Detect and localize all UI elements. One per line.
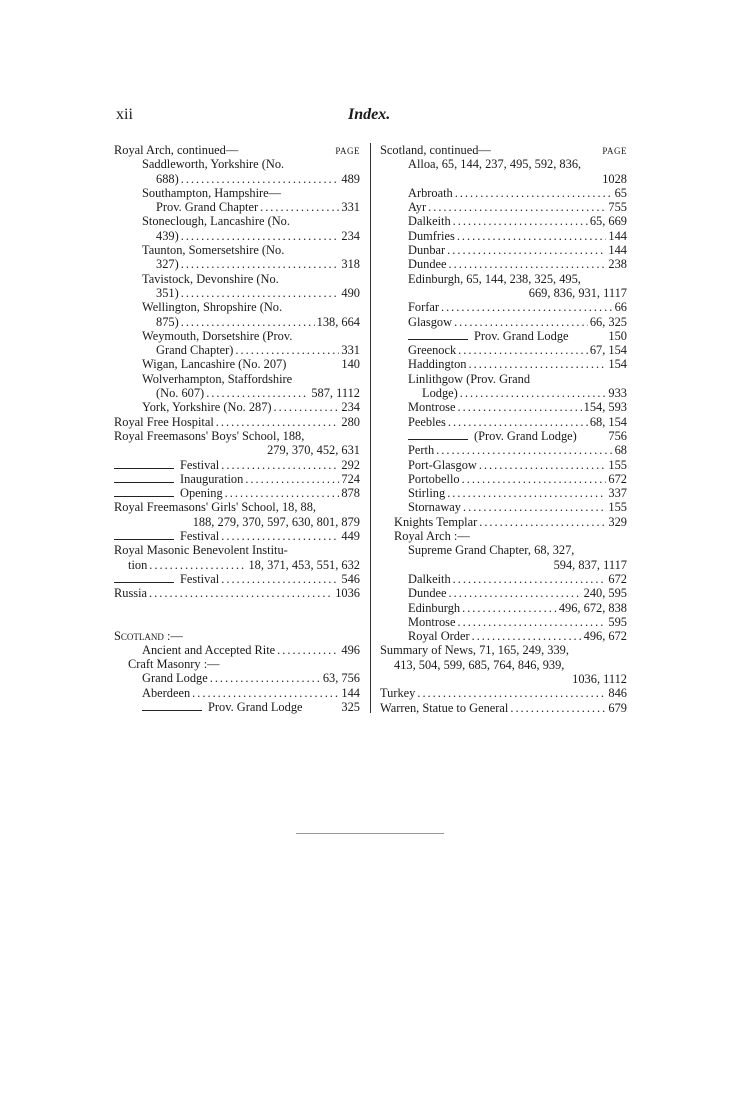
- page-reference: 63, 756: [322, 671, 360, 686]
- leader-dots: [448, 415, 588, 429]
- entry-text: Wolverhampton, Staffordshire: [142, 371, 293, 386]
- index-entry: [380, 272, 627, 286]
- right-index-column: [380, 143, 627, 715]
- page-reference: 65: [614, 185, 627, 200]
- entry-text: Stirling: [408, 486, 446, 501]
- index-entry: [114, 229, 360, 243]
- index-entry: [380, 229, 627, 243]
- page-reference: 68: [614, 443, 627, 458]
- leader-dots: [455, 186, 613, 200]
- entry-text: Greenock: [408, 343, 457, 358]
- index-entry: [114, 429, 360, 443]
- leader-dots: [181, 172, 340, 186]
- leader-dots: [181, 286, 340, 300]
- entry-text: York, Yorkshire (No. 287): [142, 400, 272, 415]
- index-continuation: 188, 279, 370, 597, 630, 801, 879: [192, 514, 360, 529]
- leader-dots: [181, 257, 340, 271]
- index-entry: [380, 500, 627, 514]
- page-number: xii: [116, 106, 133, 123]
- page-reference: 155: [608, 500, 627, 515]
- index-entry: [114, 172, 360, 186]
- entry-text: Alloa, 65, 144, 237, 495, 592, 836,: [408, 157, 582, 172]
- entry-text: Wigan, Lancashire (No. 207): [142, 357, 287, 372]
- entry-text: Edinburgh, 65, 144, 238, 325, 495,: [408, 271, 581, 286]
- entry-text: Montrose: [408, 614, 456, 629]
- page-reference: 144: [608, 228, 627, 243]
- index-entry: [380, 214, 627, 228]
- page-reference: 496, 672, 838: [558, 600, 627, 615]
- page-reference: 240, 595: [583, 586, 627, 601]
- entry-text: Dundee: [408, 257, 447, 272]
- leader-dots: [417, 686, 606, 700]
- index-entry: [114, 257, 360, 271]
- entry-text: Peebles: [408, 414, 446, 429]
- ditto-dash: [408, 339, 468, 340]
- entry-text: Forfar: [408, 300, 439, 315]
- leader-dots: [206, 386, 309, 400]
- entry-text: Opening: [180, 486, 223, 501]
- leader-dots: [181, 315, 315, 329]
- entry-text: Glasgow: [408, 314, 453, 329]
- entry-text: Edinburgh: [408, 600, 461, 615]
- page-reference: 234: [341, 400, 360, 415]
- index-entry: [114, 529, 360, 543]
- index-entry: [380, 357, 627, 371]
- index-entry: [380, 643, 627, 657]
- index-entry: [114, 357, 360, 371]
- entry-text: Aberdeen: [142, 685, 191, 700]
- page-reference: 138, 664: [316, 314, 360, 329]
- entry-text: Royal Free Hospital: [114, 414, 214, 429]
- page-reference: 238: [608, 257, 627, 272]
- page-reference: 234: [341, 228, 360, 243]
- entry-text: Grand Lodge: [142, 671, 208, 686]
- entry-text: Ancient and Accepted Rite: [142, 642, 276, 657]
- entry-text: Portobello: [408, 471, 460, 486]
- leader-dots: [449, 257, 607, 271]
- right-page-label: PAGE: [602, 146, 627, 156]
- entry-text: (Prov. Grand Lodge): [474, 428, 577, 443]
- leader-dots: [245, 472, 339, 486]
- page-reference: 587, 1112: [311, 386, 360, 401]
- index-entry: [114, 657, 360, 671]
- page-reference: 595: [608, 614, 627, 629]
- page-reference: 546: [341, 571, 360, 586]
- page-reference: 292: [341, 457, 360, 472]
- leader-dots: [274, 400, 340, 414]
- entry-text: 413, 504, 599, 685, 764, 846, 939,: [394, 657, 565, 672]
- leader-dots: [510, 701, 606, 715]
- entry-text: Dalkeith: [408, 214, 451, 229]
- entry-text: Weymouth, Dorsetshire (Prov.: [142, 328, 293, 343]
- left-heading-text: Royal Arch, continued—: [114, 143, 239, 157]
- entry-text: Dunbar: [408, 243, 446, 258]
- index-entry: [380, 443, 627, 457]
- leader-dots: [462, 601, 557, 615]
- leader-dots: [458, 615, 607, 629]
- entry-text: Prov. Grand Lodge: [474, 328, 569, 343]
- index-entry: [380, 572, 627, 586]
- ditto-dash: [114, 582, 174, 583]
- leader-dots: [260, 200, 339, 214]
- index-entry: [114, 329, 360, 343]
- leader-dots: [447, 486, 606, 500]
- index-entry: [380, 686, 627, 700]
- index-entry: [114, 400, 360, 414]
- entry-text: Ayr: [408, 200, 427, 215]
- left-index-column: [114, 143, 360, 714]
- leader-dots: [472, 629, 582, 643]
- page-reference: 66, 325: [589, 314, 627, 329]
- index-entry: [114, 272, 360, 286]
- leader-dots: [457, 229, 607, 243]
- page-reference: 489: [341, 171, 360, 186]
- entry-text: Prov. Grand Chapter: [156, 200, 259, 215]
- page-reference: 331: [341, 343, 360, 358]
- ditto-dash: [114, 468, 174, 469]
- entry-text: Montrose: [408, 400, 456, 415]
- index-continuation: 1036, 1112: [572, 671, 627, 686]
- index-entry: [380, 486, 627, 500]
- entry-text: 875): [156, 314, 179, 329]
- entry-text: Dundee: [408, 586, 447, 601]
- index-entry: [114, 243, 360, 257]
- index-entry: [114, 686, 360, 700]
- entry-text: Wellington, Shropshire (No.: [142, 300, 283, 315]
- index-entry: [114, 186, 360, 200]
- index-entry: [114, 671, 360, 685]
- index-entry: [380, 343, 627, 357]
- entry-text: Perth: [408, 443, 435, 458]
- entry-text: tion: [128, 557, 148, 572]
- index-entry: [114, 300, 360, 314]
- page-reference: 449: [341, 529, 360, 544]
- entry-text: Stornaway: [408, 500, 461, 515]
- index-entry: [380, 243, 627, 257]
- index-entry: [380, 472, 627, 486]
- index-entry: [114, 572, 360, 586]
- page-reference: 318: [341, 257, 360, 272]
- page-reference: 756: [608, 428, 627, 443]
- index-entry: [114, 543, 360, 557]
- leader-dots: [469, 357, 607, 371]
- index-entry: [114, 458, 360, 472]
- right-heading-text: Scotland, continued—: [380, 143, 491, 157]
- entry-text: Haddington: [408, 357, 467, 372]
- index-entry: [380, 315, 627, 329]
- page-reference: 65, 669: [589, 214, 627, 229]
- index-entry: [380, 701, 627, 715]
- entry-text: Port-Glasgow: [408, 457, 477, 472]
- page-reference: 329: [608, 514, 627, 529]
- leader-dots: [458, 343, 588, 357]
- index-entry: [114, 586, 360, 600]
- left-entries: [114, 157, 360, 714]
- leader-dots: [436, 443, 612, 457]
- leader-dots: [460, 386, 607, 400]
- entry-text: Supreme Grand Chapter, 68, 327,: [408, 543, 575, 558]
- index-entry: [380, 458, 627, 472]
- entry-text: 351): [156, 285, 179, 300]
- page-reference: 337: [608, 486, 627, 501]
- index-entry: [380, 372, 627, 386]
- entry-text: 327): [156, 257, 179, 272]
- index-entry: [380, 157, 627, 171]
- leader-dots: [221, 572, 339, 586]
- page-title: Index.: [348, 106, 391, 123]
- leader-dots: [149, 586, 333, 600]
- index-entry: [114, 700, 360, 714]
- leader-dots: [277, 643, 339, 657]
- leader-dots: [221, 458, 339, 472]
- page-reference: 672: [608, 571, 627, 586]
- index-continuation: 669, 836, 931, 1117: [528, 285, 627, 300]
- entry-text: Stoneclough, Lancashire (No.: [142, 214, 290, 229]
- leader-dots: [479, 515, 606, 529]
- index-entry: [114, 486, 360, 500]
- page-reference: 490: [341, 285, 360, 300]
- right-entries: [380, 157, 627, 715]
- page-reference: 496: [341, 642, 360, 657]
- index-entry: [114, 200, 360, 214]
- leader-dots: [225, 486, 340, 500]
- entry-text: Southampton, Hampshire—: [142, 185, 282, 200]
- leader-dots: [449, 586, 582, 600]
- index-entry: [114, 343, 360, 357]
- entry-text: Russia: [114, 586, 148, 601]
- entry-text: Inauguration: [180, 471, 244, 486]
- page-reference: 679: [608, 700, 627, 715]
- index-entry: [114, 157, 360, 171]
- leader-dots: [235, 343, 339, 357]
- index-entry: [114, 472, 360, 486]
- index-entry: [380, 257, 627, 271]
- ditto-dash: [114, 496, 174, 497]
- entry-text: Royal Order: [408, 629, 470, 644]
- entry-text: Royal Freemasons' Girls' School, 18, 88,: [114, 500, 317, 515]
- index-entry: [380, 386, 627, 400]
- leader-dots: [192, 686, 339, 700]
- left-column-heading: [114, 143, 360, 157]
- leader-dots: [453, 214, 588, 228]
- ditto-dash: [114, 482, 174, 483]
- index-entry: [380, 601, 627, 615]
- page-reference: 1036: [335, 586, 360, 601]
- entry-text: Craft Masonry :—: [128, 657, 220, 672]
- page-reference: 150: [608, 328, 627, 343]
- entry-text: Dumfries: [408, 228, 455, 243]
- page-reference: 280: [341, 414, 360, 429]
- leader-dots: [216, 415, 340, 429]
- index-entry: [114, 372, 360, 386]
- page-reference: 672: [608, 471, 627, 486]
- index-entry: [380, 515, 627, 529]
- index-entry: [114, 415, 360, 429]
- index-entry: [380, 300, 627, 314]
- entry-text: Knights Templar: [394, 514, 478, 529]
- page-reference: 878: [341, 486, 360, 501]
- page-reference: 66: [614, 300, 627, 315]
- entry-text: Linlithgow (Prov. Grand: [408, 371, 531, 386]
- entry-text: Summary of News, 71, 165, 249, 339,: [380, 643, 569, 658]
- page-reference: 155: [608, 457, 627, 472]
- index-entry: [380, 329, 627, 343]
- index-entry: [114, 214, 360, 228]
- page-reference: 140: [341, 357, 360, 372]
- leader-dots: [149, 558, 246, 572]
- left-page-label: PAGE: [335, 146, 360, 156]
- ditto-dash: [114, 539, 174, 540]
- leader-dots: [441, 300, 613, 314]
- leader-dots: [181, 229, 340, 243]
- entry-text: Festival: [180, 571, 220, 586]
- page-reference: 331: [341, 200, 360, 215]
- entry-text: Royal Masonic Benevolent Institu-: [114, 543, 288, 558]
- index-entry: [380, 400, 627, 414]
- index-continuation: 279, 370, 452, 631: [267, 443, 360, 458]
- page-reference: 154, 593: [583, 400, 627, 415]
- entry-text: Turkey: [380, 686, 416, 701]
- entry-text: Lodge): [422, 386, 458, 401]
- leader-dots: [479, 458, 607, 472]
- index-entry: [380, 615, 627, 629]
- index-entry: [114, 629, 360, 643]
- index-entry: [114, 315, 360, 329]
- index-entry: [114, 286, 360, 300]
- entry-text: Grand Chapter): [156, 343, 234, 358]
- entry-text: Arbroath: [408, 185, 453, 200]
- index-entry: [380, 200, 627, 214]
- index-continuation: 1028: [602, 171, 627, 186]
- index-entry: [380, 543, 627, 557]
- index-continuation: 594, 837, 1117: [553, 557, 627, 572]
- ditto-dash: [142, 710, 202, 711]
- entry-text: (No. 607): [156, 386, 205, 401]
- leader-dots: [221, 529, 339, 543]
- leader-dots: [447, 243, 606, 257]
- footer-rule: [296, 833, 444, 834]
- index-entry: [380, 415, 627, 429]
- entry-text: Royal Arch :—: [394, 529, 470, 544]
- index-entry: [380, 186, 627, 200]
- entry-text: Warren, Statue to General: [380, 700, 509, 715]
- page-reference: 496, 672: [583, 629, 627, 644]
- column-divider: [370, 143, 371, 713]
- ditto-dash: [408, 439, 468, 440]
- page-reference: 846: [608, 686, 627, 701]
- index-entry: [380, 658, 627, 672]
- entry-text: Scotland :—: [114, 628, 183, 643]
- page-reference: 724: [341, 471, 360, 486]
- index-entry: [380, 586, 627, 600]
- entry-text: Royal Freemasons' Boys' School, 188,: [114, 428, 305, 443]
- leader-dots: [463, 500, 606, 514]
- page-reference: 67, 154: [589, 343, 627, 358]
- entry-text: Prov. Grand Lodge: [208, 699, 303, 714]
- leader-dots: [458, 400, 582, 414]
- entry-text: Tavistock, Devonshire (No.: [142, 271, 279, 286]
- leader-dots: [462, 472, 607, 486]
- index-entry: [380, 429, 627, 443]
- right-column-heading: [380, 143, 627, 157]
- page-reference: 755: [608, 200, 627, 215]
- blank-space: [114, 601, 360, 629]
- entry-text: Dalkeith: [408, 571, 451, 586]
- entry-text: Taunton, Somersetshire (No.: [142, 243, 285, 258]
- index-entry: [380, 629, 627, 643]
- entry-text: 688): [156, 171, 179, 186]
- page-reference: 325: [341, 699, 360, 714]
- index-entry: [114, 558, 360, 572]
- entry-text: Saddleworth, Yorkshire (No.: [142, 157, 285, 172]
- page-reference: 68, 154: [589, 414, 627, 429]
- index-entry: [114, 500, 360, 514]
- page-reference: 144: [608, 243, 627, 258]
- entry-text: Festival: [180, 529, 220, 544]
- leader-dots: [428, 200, 606, 214]
- index-entry: [114, 643, 360, 657]
- page-reference: 18, 371, 453, 551, 632: [248, 557, 360, 572]
- index-entry: [380, 529, 627, 543]
- index-entry: [114, 386, 360, 400]
- page-reference: 933: [608, 386, 627, 401]
- leader-dots: [210, 671, 321, 685]
- page-reference: 154: [608, 357, 627, 372]
- page-reference: 144: [341, 685, 360, 700]
- entry-text: 439): [156, 228, 179, 243]
- entry-text: Festival: [180, 457, 220, 472]
- leader-dots: [453, 572, 607, 586]
- leader-dots: [454, 315, 588, 329]
